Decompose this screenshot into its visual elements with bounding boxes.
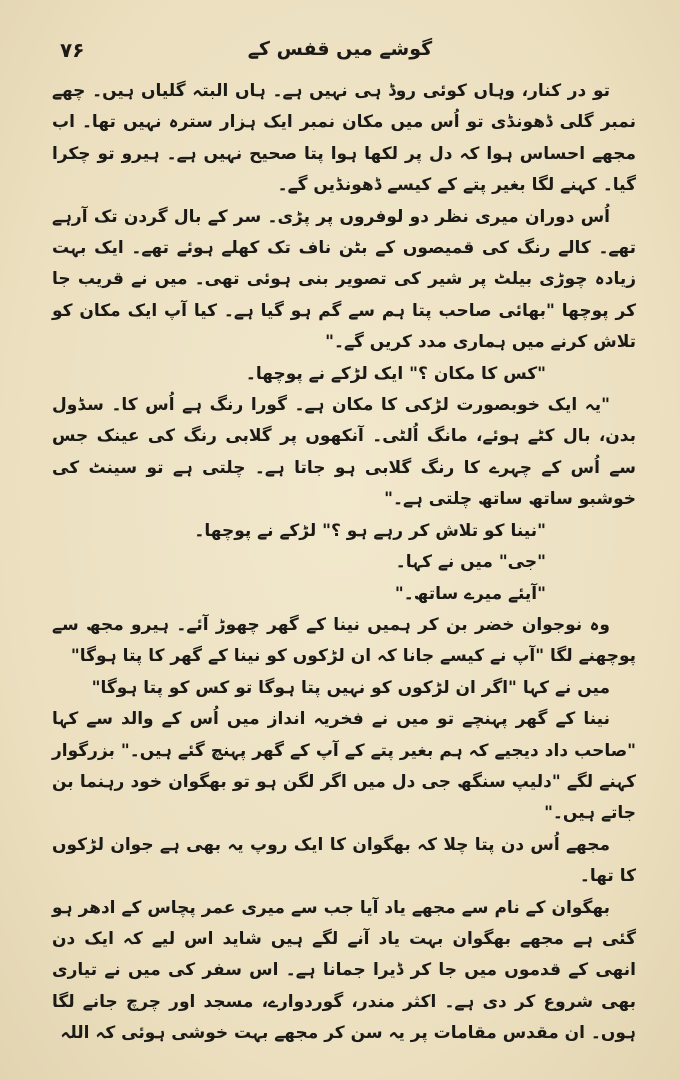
paragraph: "نینا کو تلاش کر رہے ہو ؟" لڑکے نے پوچھا۔ (194, 520, 546, 541)
paragraph: مجھے اُس دن پتا چلا کہ بھگوان کا ایک روپ یہ بھی ہے جوان لڑکوں کا تھا۔ (52, 834, 636, 887)
paragraph: اُس دوران میری نظر دو لوفروں پر پڑی۔ سر کے بال گردن تک آرہے تھے۔ کالے رنگ کی قمیصوں کے بٹن ناف تک کھلے ہوئے تھے۔ ایک بہت زیادہ چوڑی بیلٹ پر شیر کی تصویر بنی ہوئی تھی۔ میں نے قریب جا کر پوچھا "بھائی صاحب پتا ہم سے گم ہو گیا ہے۔ کیا آپ ایک مکان کو تلاش کرنے میں ہماری مدد کریں گے۔" (52, 206, 636, 353)
running-title: گوشے میں قفس کے (247, 38, 433, 60)
paragraph: میں نے کہا "اگر ان لڑکوں کو نہیں پتا ہوگا تو کس کو پتا ہوگا" (91, 677, 610, 698)
paragraph: وہ نوجوان خضر بن کر ہمیں نینا کے گھر چھوڑ آئے۔ ہیرو مجھ سے پوچھنے لگا "آپ نے کیسے جانا کہ ان لڑکوں کو نینا کے گھر کا پتا ہوگا" (52, 614, 636, 667)
paragraph: نینا کے گھر پہنچے تو میں نے فخریہ انداز میں اُس کے والد سے کہا "صاحب داد دیجیے کہ ہم بغیر پتے کے آپ کے گھر پہنچ گئے ہیں۔" بزرگوار کہنے لگے "دلیپ سنگھ جی دل میں اگر لگن ہو تو بھگوان خود رہنما بن جاتے ہیں۔" (52, 709, 636, 824)
paragraph: "کس کا مکان ؟" ایک لڑکے نے پوچھا۔ (245, 363, 546, 384)
page-number: ۷۶ (60, 38, 85, 62)
page-header (60, 38, 620, 70)
body-text (52, 76, 636, 1050)
paragraph: "جی" میں نے کہا۔ (395, 552, 546, 573)
paragraph: بھگوان کے نام سے مجھے یاد آیا جب سے میری عمر پچاس کے ادھر ہو گئی ہے مجھے بھگوان بہت یاد آنے لگے ہیں شاید اس لیے کہ ایک دن انھی کے قدموں میں جا کر ڈیرا جمانا ہے۔ اس سفر کی میں نے تیاری بھی شروع کر دی ہے۔ اکثر مندر، گوردوارے، مسجد اور چرچ جانے لگا ہوں۔ ان مقدس مقامات پر یہ سن کر مجھے بہت خوشی ہوئی کہ اللہ (52, 897, 636, 1044)
paragraph: "آیئے میرے ساتھ۔" (394, 583, 546, 604)
paragraph: "یہ ایک خوبصورت لڑکی کا مکان ہے۔ گورا رنگ ہے اُس کا۔ سڈول بدن، بال کٹے ہوئے، مانگ اُلٹی۔ آنکھوں پر گلابی رنگ کی عینک جس سے اُس کے چہرے کا رنگ گلابی ہو جاتا ہے۔ چلتی ہے تو سینٹ کی خوشبو ساتھ ساتھ چلتی ہے۔" (52, 395, 636, 510)
paragraph: تو در کنار، وہاں کوئی روڈ ہی نہیں ہے۔ ہاں البتہ گلیاں ہیں۔ چھے نمبر گلی ڈھونڈی تو اُس میں مکان نمبر ایک ہزار سترہ نہیں تھا۔ اب مجھے احساس ہوا کہ دل پر لکھا ہوا پتا صحیح نہیں ہے۔ ہیرو تو چکرا گیا۔ کہنے لگا بغیر پتے کے کیسے ڈھونڈیں گے۔ (52, 81, 636, 196)
